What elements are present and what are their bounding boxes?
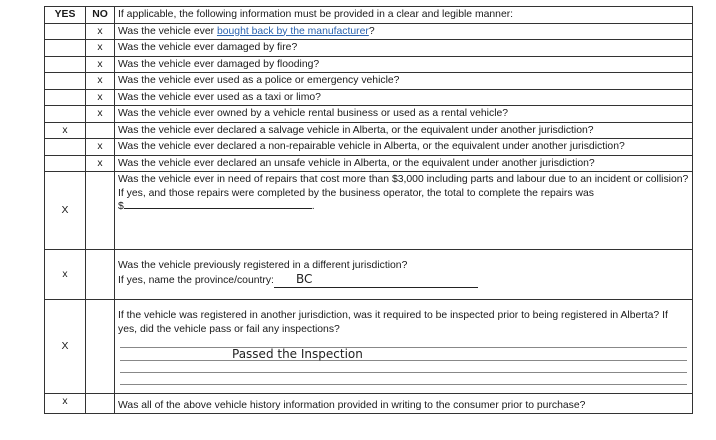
question-salvage: Was the vehicle ever declared a salvage vehicle in Alberta, or the equivalent under another jurisdiction? [115,122,693,139]
no-checkbox[interactable]: x [86,155,115,172]
no-checkbox[interactable] [86,172,115,250]
yes-checkbox[interactable] [45,139,86,156]
inspection-question [115,300,693,394]
yes-checkbox[interactable] [45,56,86,73]
table-row [45,73,693,90]
province-field[interactable] [274,273,478,289]
yes-checkbox[interactable]: x [45,394,86,414]
no-checkbox[interactable]: x [86,23,115,40]
jurisdiction-question [115,250,693,300]
repairs-question [115,172,693,250]
province-answer: BC [295,271,313,286]
final-row [45,394,693,414]
no-checkbox[interactable] [86,394,115,414]
inspection-question-text: If the vehicle was registered in another jurisdiction, was it required to be inspected prior to being registered in Alberta? If yes, did the vehicle pass or fail any inspections? [118,310,668,335]
repairs-followup-text: If yes, and those repairs were completed by the business operator, the total to complete the repairs was [118,187,594,199]
no-column-header: NO [86,7,115,24]
yes-checkbox[interactable]: X [45,300,86,394]
table-row [45,139,693,156]
question-taxi: Was the vehicle ever used as a taxi or limo? [115,89,693,106]
question-unsafe: Was the vehicle ever declared an unsafe vehicle in Alberta, or the equivalent under another jurisdiction? [115,155,693,172]
no-checkbox[interactable]: x [86,40,115,57]
yes-checkbox[interactable] [45,89,86,106]
yes-checkbox[interactable] [45,106,86,123]
question-text: Was the vehicle ever [118,25,217,37]
province-label: If yes, name the province/country: [118,274,274,286]
yes-checkbox[interactable]: X [45,172,86,250]
yes-checkbox[interactable] [45,40,86,57]
no-checkbox[interactable] [86,250,115,300]
table-row [45,23,693,40]
jurisdiction-row [45,250,693,300]
question-non-repairable: Was the vehicle ever declared a non-repairable vehicle in Alberta, or the equivalent under another jurisdiction? [115,139,693,156]
no-checkbox[interactable] [86,300,115,394]
yes-column-header: YES [45,7,86,24]
repairs-row [45,172,693,250]
repairs-amount-line [118,200,689,214]
no-checkbox[interactable]: x [86,106,115,123]
yes-checkbox[interactable] [45,73,86,90]
header-row [45,7,693,24]
yes-checkbox[interactable] [45,155,86,172]
form-intro: If applicable, the following information must be provided in a clear and legible manner: [115,7,693,24]
buyback-link[interactable]: bought back by the manufacturer [216,25,369,37]
yes-checkbox[interactable]: x [45,122,86,139]
no-checkbox[interactable]: x [86,89,115,106]
table-row [45,155,693,172]
table-row [45,56,693,73]
answer-line[interactable] [120,348,687,361]
table-row [45,89,693,106]
question-police: Was the vehicle ever used as a police or emergency vehicle? [115,73,693,90]
jurisdiction-question-text: Was the vehicle previously registered in a different jurisdiction? [118,260,408,271]
vehicle-history-form [44,6,693,414]
answer-line[interactable] [120,361,687,373]
question-rental: Was the vehicle ever owned by a vehicle rental business or used as a rental vehicle? [115,106,693,123]
inspection-answer: Passed the Inspection [232,347,363,361]
no-checkbox[interactable]: x [86,56,115,73]
repairs-period: . [311,201,315,212]
no-checkbox[interactable] [86,122,115,139]
answer-line[interactable] [120,373,687,385]
province-line [118,273,689,289]
yes-checkbox[interactable]: x [45,250,86,300]
question-mark: ? [368,25,375,37]
no-checkbox[interactable]: x [86,139,115,156]
no-checkbox[interactable]: x [86,73,115,90]
inspection-row [45,300,693,394]
table-row [45,40,693,57]
question-fire: Was the vehicle ever damaged by fire? [115,40,693,57]
repairs-question-text: Was the vehicle ever in need of repairs that cost more than $3,000 including parts and labour due to an incident or collision? [118,174,689,185]
question-flooding: Was the vehicle ever damaged by flooding? [115,56,693,73]
final-question: Was all of the above vehicle history information provided in writing to the consumer prior to purchase? [115,394,693,414]
table-row [45,122,693,139]
table-row [45,106,693,123]
repairs-amount-field[interactable] [124,208,312,209]
answer-line[interactable] [120,336,687,348]
yes-checkbox[interactable] [45,23,86,40]
question-buyback [115,23,693,40]
currency-symbol: $ [118,201,124,212]
